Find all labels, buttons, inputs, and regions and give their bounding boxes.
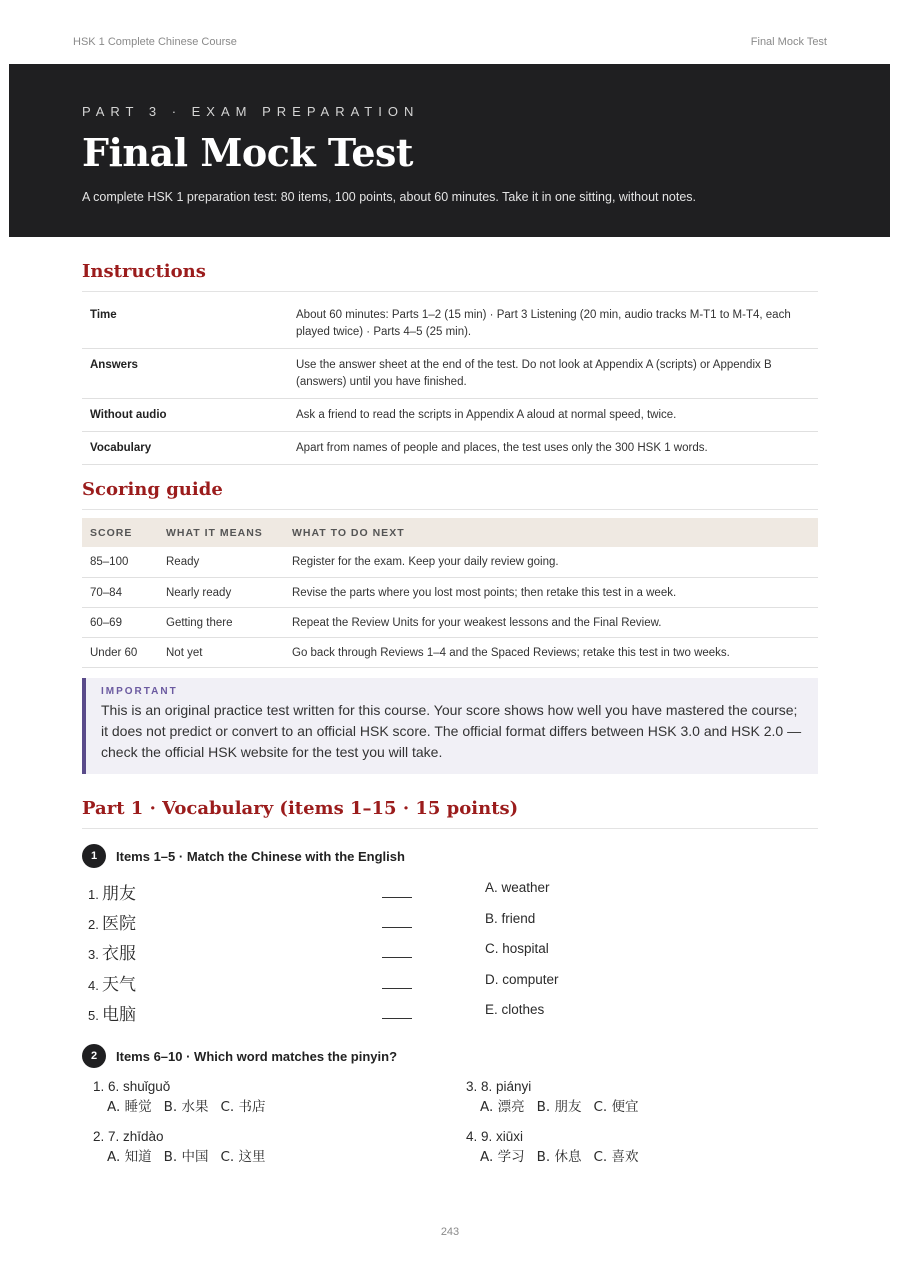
scoring-table [82, 518, 818, 668]
table-row [82, 547, 818, 577]
item-chinese: 天气 [102, 975, 136, 995]
list-item [88, 938, 418, 968]
column-header: WHAT IT MEANS [158, 518, 284, 547]
page-title: Final Mock Test [82, 130, 413, 175]
item-number: 5. [88, 1008, 99, 1023]
score-meaning: Not yet [158, 637, 284, 667]
instruction-value: Apart from names of people and places, the test uses only the 300 HSK 1 words. [288, 432, 818, 465]
scoring-heading: Scoring guide [82, 479, 818, 510]
answer-blank[interactable] [382, 988, 412, 989]
match-option: A. weather [485, 880, 550, 895]
answer-blank[interactable] [382, 1018, 412, 1019]
score-next: Revise the parts where you lost most points; then retake this test in a week. [284, 577, 818, 607]
choice-option[interactable]: A. 知道 [107, 1149, 152, 1165]
task-title: Items 1–5 · Match the Chinese with the English [116, 848, 405, 864]
answer-blank[interactable] [382, 897, 412, 898]
running-header [73, 36, 827, 50]
choice-option[interactable]: C. 便宜 [593, 1099, 639, 1115]
item-number: 2. [88, 917, 99, 932]
important-callout [82, 678, 818, 774]
answer-blank[interactable] [382, 957, 412, 958]
item-chinese: 电脑 [102, 1005, 136, 1025]
pinyin-item [466, 1126, 766, 1168]
choice-option[interactable]: A. 学习 [480, 1149, 525, 1165]
instruction-key: Vocabulary [82, 432, 288, 465]
instructions-table [82, 299, 818, 465]
hero-banner [9, 64, 890, 237]
task-number-badge: 1 [82, 844, 106, 868]
pinyin-prompt: 3. 8. piányi [466, 1079, 532, 1094]
choice-group [93, 1097, 393, 1118]
part-eyebrow: PART 3 · EXAM PREPARATION [82, 104, 420, 119]
table-header-row [82, 518, 818, 547]
score-meaning: Ready [158, 547, 284, 577]
choice-option[interactable]: A. 漂亮 [480, 1099, 525, 1115]
match-option: C. hospital [485, 941, 549, 956]
score-range: 70–84 [82, 577, 158, 607]
table-row [82, 432, 818, 465]
score-next: Go back through Reviews 1–4 and the Spaced Reviews; retake this test in two weeks. [284, 637, 818, 667]
table-row [82, 577, 818, 607]
choice-option[interactable]: B. 中国 [163, 1149, 209, 1165]
item-number: 4. [88, 978, 99, 993]
choice-option[interactable]: A. 睡觉 [107, 1099, 152, 1115]
column-header: WHAT TO DO NEXT [284, 518, 818, 547]
page-subtitle: A complete HSK 1 preparation test: 80 items, 100 points, about 60 minutes. Take it in one sitting, without notes. [82, 190, 697, 204]
score-meaning: Nearly ready [158, 577, 284, 607]
item-chinese: 医院 [102, 914, 136, 934]
choice-group [93, 1147, 393, 1168]
pinyin-prompt: 2. 7. zhīdào [93, 1129, 164, 1144]
pinyin-item [93, 1076, 393, 1118]
choice-option[interactable]: B. 水果 [163, 1099, 209, 1115]
task-title: Items 6–10 · Which word matches the pinyin? [116, 1048, 398, 1064]
table-row [82, 349, 818, 399]
list-item [88, 908, 418, 938]
choice-option[interactable]: C. 书店 [220, 1099, 266, 1115]
score-range: Under 60 [82, 637, 158, 667]
choice-group [466, 1097, 766, 1118]
item-chinese: 朋友 [102, 884, 136, 904]
choice-option[interactable]: C. 这里 [220, 1149, 266, 1165]
choice-group [466, 1147, 766, 1168]
score-range: 85–100 [82, 547, 158, 577]
task-number-badge: 2 [82, 1044, 106, 1068]
pinyin-item [93, 1126, 393, 1168]
course-title: HSK 1 Complete Chinese Course [73, 36, 237, 48]
callout-label: IMPORTANT [101, 686, 178, 697]
list-item [88, 878, 418, 908]
matching-exercise [88, 878, 818, 1028]
list-item [88, 969, 418, 999]
match-option: D. computer [485, 972, 559, 987]
table-row [82, 637, 818, 667]
table-row [82, 607, 818, 637]
item-number: 3. [88, 947, 99, 962]
list-item [88, 999, 418, 1029]
match-option: E. clothes [485, 1002, 545, 1017]
instructions-heading: Instructions [82, 261, 818, 292]
table-row [82, 399, 818, 432]
task-2-header [82, 1044, 397, 1068]
score-next: Repeat the Review Units for your weakest lessons and the Final Review. [284, 607, 818, 637]
choice-option[interactable]: B. 休息 [536, 1149, 582, 1165]
instruction-key: Time [82, 299, 288, 349]
answer-blank[interactable] [382, 927, 412, 928]
pinyin-item [466, 1076, 766, 1118]
part1-heading: Part 1 · Vocabulary (items 1–15 · 15 points) [82, 798, 818, 829]
column-header: SCORE [82, 518, 158, 547]
instruction-key: Without audio [82, 399, 288, 432]
match-option: B. friend [485, 911, 536, 926]
item-number: 1. [88, 887, 99, 902]
score-next: Register for the exam. Keep your daily review going. [284, 547, 818, 577]
pinyin-prompt: 1. 6. shuǐguǒ [93, 1079, 171, 1094]
chapter-title: Final Mock Test [750, 36, 827, 48]
instruction-value: Use the answer sheet at the end of the test. Do not look at Appendix A (scripts) or Appendix B (answers) until you have finished. [288, 349, 818, 399]
pinyin-prompt: 4. 9. xiūxi [466, 1129, 524, 1144]
callout-text: This is an original practice test written for this course. Your score shows how well you have mastered the course; it does not predict or convert to an official HSK score. The official format differs between HSK 3.0 and HSK 2.0 — check the official HSK website for the test you will take. [101, 702, 802, 760]
instruction-key: Answers [82, 349, 288, 399]
item-chinese: 衣服 [102, 944, 136, 964]
score-meaning: Getting there [158, 607, 284, 637]
score-range: 60–69 [82, 607, 158, 637]
choice-option[interactable]: C. 喜欢 [593, 1149, 639, 1165]
page-number: 243 [440, 1226, 460, 1238]
task-1-header [82, 844, 405, 868]
choice-option[interactable]: B. 朋友 [536, 1099, 582, 1115]
instruction-value: About 60 minutes: Parts 1–2 (15 min) · Part 3 Listening (20 min, audio tracks M-T1 to M-T4, each played twice) · Parts 4–5 (25 min). [288, 299, 818, 349]
instruction-value: Ask a friend to read the scripts in Appendix A aloud at normal speed, twice. [288, 399, 818, 432]
table-row [82, 299, 818, 349]
